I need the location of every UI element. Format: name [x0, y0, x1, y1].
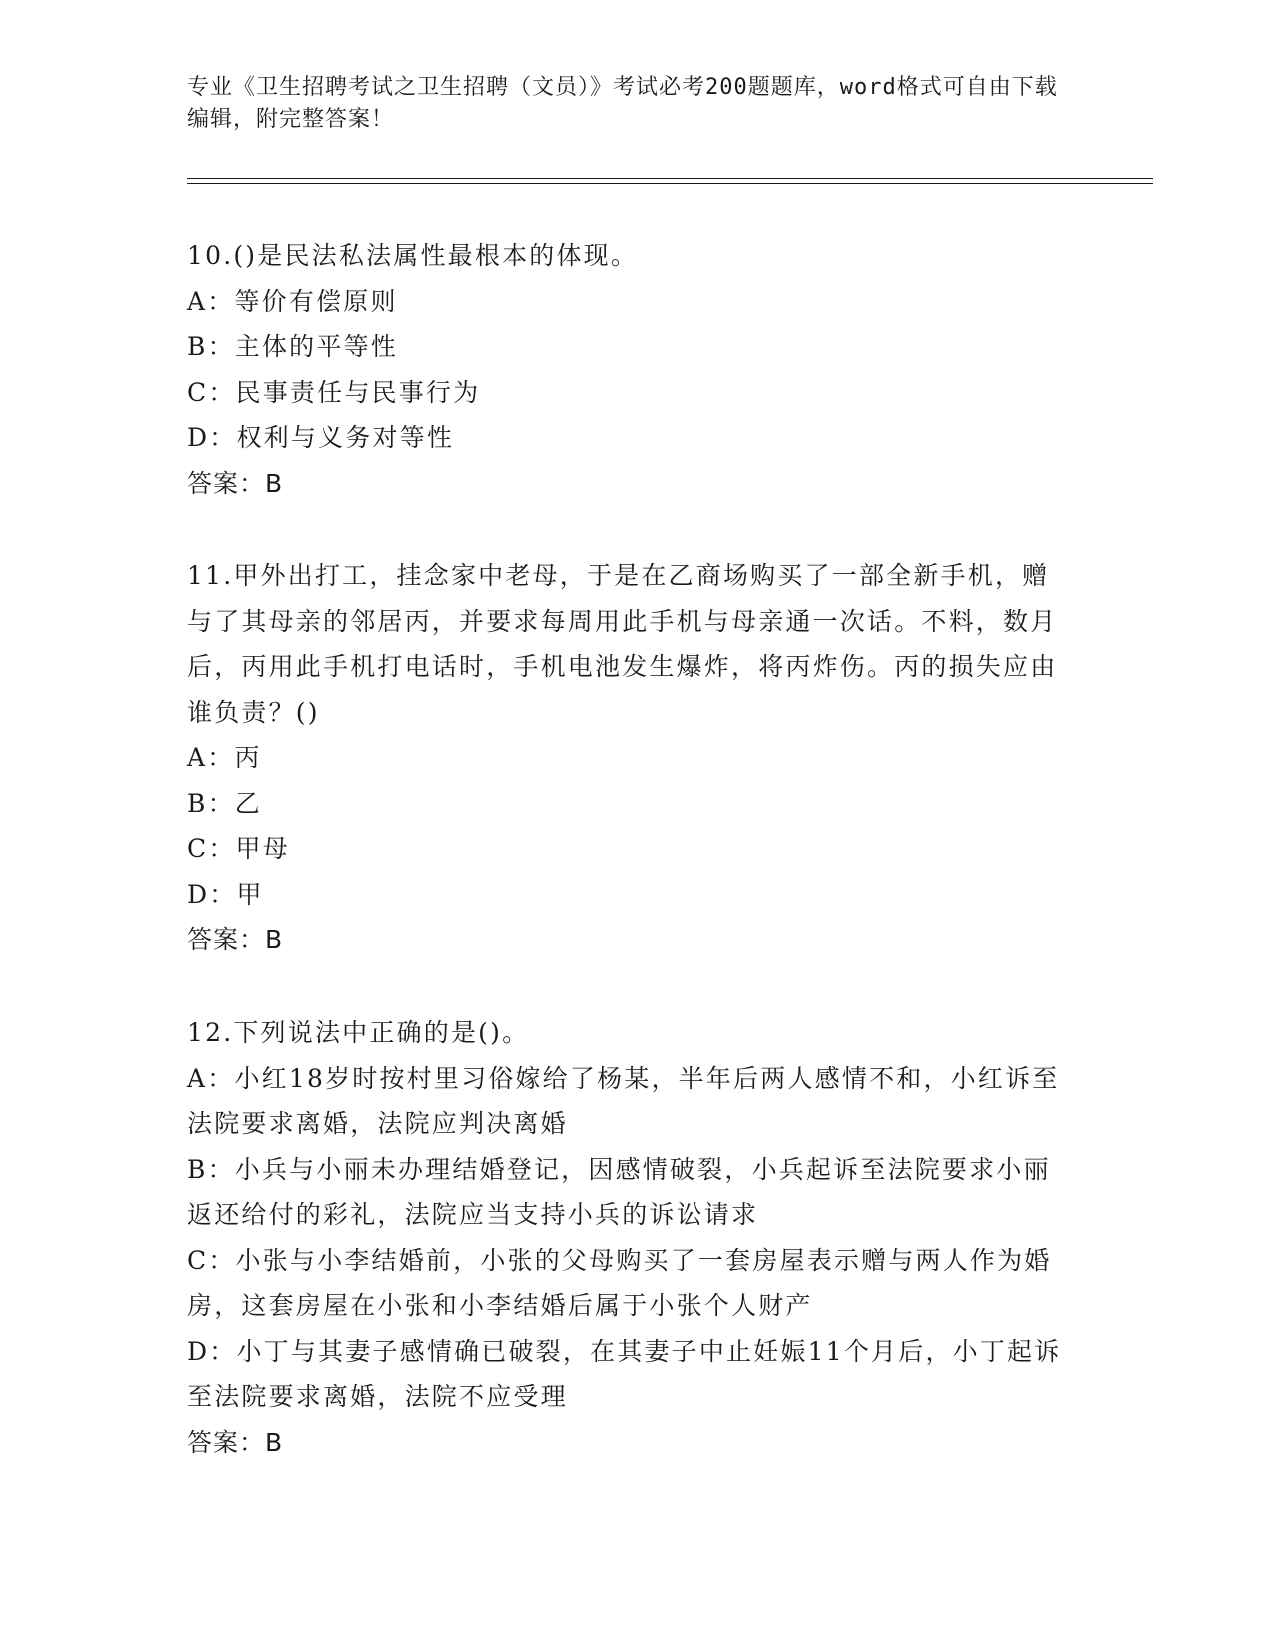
header-divider-top	[187, 178, 1153, 179]
answer-line: 答案：B	[187, 1427, 284, 1457]
question-11	[187, 553, 1067, 963]
document-header: 专业《卫生招聘考试之卫生招聘（文员）》考试必考200题题库，word格式可自由下载编辑，附完整答案！	[187, 75, 1058, 132]
question-stem: 11.甲外出打工，挂念家中老母，于是在乙商场购买了一部全新手机，赠与了其母亲的邻居丙，并要求每周用此手机与母亲通一次话。不料，数月后，丙用此手机打电话时，手机电池发生爆炸，将丙炸伤。丙的损失应由谁负责？()	[187, 561, 1058, 727]
option-b: B：乙	[187, 788, 262, 818]
option-a: A：丙	[187, 743, 262, 772]
answer-line: 答案：B	[187, 925, 284, 954]
question-12	[187, 1010, 1067, 1465]
header-divider-bottom	[187, 183, 1153, 184]
question-stem: 10.()是民法私法属性最根本的体现。	[187, 241, 639, 270]
question-stem: 12.下列说法中正确的是()。	[187, 1018, 530, 1047]
option-c: C：小张与小李结婚前，小张的父母购买了一套房屋表示赠与两人作为婚房，这套房屋在小张和小李结婚后属于小张个人财产	[187, 1245, 1052, 1320]
option-a: A：小红18岁时按村里习俗嫁给了杨某，半年后两人感情不和，小红诉至法院要求离婚，法院应判决离婚	[187, 1063, 1060, 1138]
option-a: A：等价有偿原则	[187, 286, 398, 316]
option-d: D：小丁与其妻子感情确已破裂，在其妻子中止妊娠11个月后，小丁起诉至法院要求离婚，法院不应受理	[187, 1336, 1062, 1411]
option-c: C：甲母	[187, 834, 290, 863]
answer-line: 答案：B	[187, 468, 284, 498]
option-b: B：主体的平等性	[187, 332, 398, 361]
option-b: B：小兵与小丽未办理结婚登记，因感情破裂，小兵起诉至法院要求小丽返还给付的彩礼，法院应当支持小兵的诉讼请求	[187, 1154, 1051, 1229]
question-10	[187, 233, 1067, 506]
option-d: D：甲	[187, 879, 264, 909]
option-c: C：民事责任与民事行为	[187, 377, 481, 407]
option-d: D：权利与义务对等性	[187, 423, 455, 452]
